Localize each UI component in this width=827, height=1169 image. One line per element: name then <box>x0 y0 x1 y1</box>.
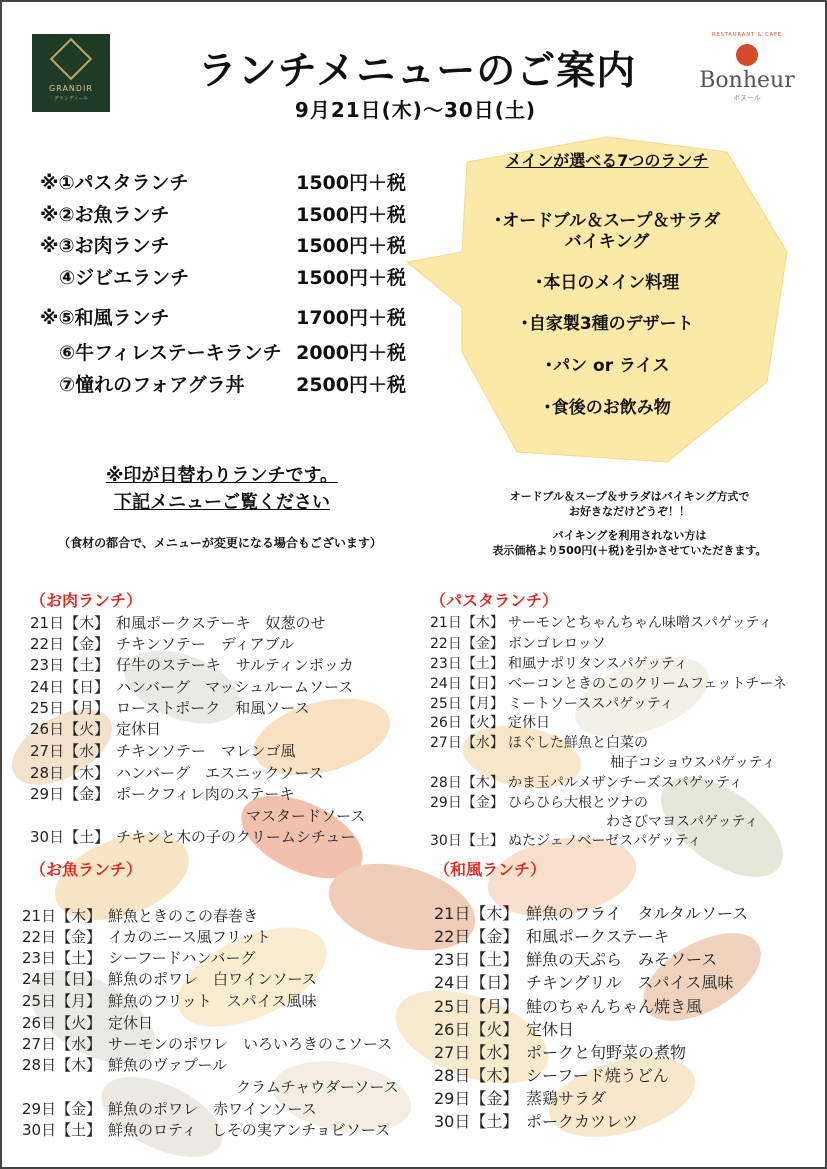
lunch-name: ※②お魚ランチ <box>40 204 170 226</box>
entry-menu: チキンソテー マレンゴ風 <box>116 742 296 760</box>
entry-date: 29日【金】 <box>434 1089 519 1108</box>
lunch-price: 1700円＋税 <box>296 307 406 329</box>
grandir-logo-mark-icon <box>50 38 92 80</box>
buffet-note-line: バイキングを利用されない方は <box>552 529 707 542</box>
entry-menu: ボンゴレロッソ <box>508 636 606 652</box>
menu-entry <box>22 1098 317 1119</box>
menu-entry-continuation <box>246 805 365 826</box>
entry-date: 21日【木】 <box>434 904 519 923</box>
entry-menu: ローストポーク 和風ソース <box>116 699 310 717</box>
menu-entry <box>30 826 355 847</box>
entry-date: 30日【土】 <box>22 1121 102 1139</box>
lunch-price: 1500円＋税 <box>296 235 406 257</box>
lunch-price: 2500円＋税 <box>296 374 406 396</box>
entry-menu: ひらひら大根とツナの <box>508 795 648 811</box>
entry-menu: サーモンとちゃんちゃん味噌スパゲッティ <box>508 615 773 631</box>
entry-menu: 鮮魚の天ぷら みそソース <box>526 950 718 969</box>
entry-menu: 鮮魚のポワレ 赤ワインソース <box>108 1100 317 1118</box>
menu-entry <box>430 633 606 653</box>
entry-date: 22日【金】 <box>434 927 519 946</box>
entry-date: 26日【火】 <box>22 1014 102 1032</box>
japanese-lunch-section <box>434 857 814 1137</box>
menu-entry <box>430 653 688 673</box>
entry-menu: ポークカツレツ <box>526 1112 639 1131</box>
entry-menu: チキンソテー ディアブル <box>116 635 295 653</box>
section-title: （パスタランチ） <box>430 591 559 610</box>
lunch-name: ※⑤和風ランチ <box>40 307 170 329</box>
entry-date: 30日【土】 <box>30 828 110 846</box>
entry-date: 30日【土】 <box>434 1112 519 1131</box>
menu-entry <box>30 740 295 761</box>
fish-lunch-section <box>22 857 422 1147</box>
menu-entry <box>22 1054 227 1075</box>
bonheur-logo-mark-icon <box>736 44 758 66</box>
entry-date: 25日【月】 <box>434 997 519 1016</box>
menu-entry <box>22 905 258 926</box>
entry-date: 29日【金】 <box>30 785 110 803</box>
menu-entry <box>30 783 295 804</box>
entry-menu: 鮭のちゃんちゃん焼き風 <box>526 997 703 1016</box>
included-item: バイキング <box>564 232 650 252</box>
buffet-note-line: オードブル＆スープ＆サラダはバイキング方式で <box>509 490 750 503</box>
menu-entry <box>430 693 674 713</box>
entry-date: 30日【土】 <box>430 833 504 849</box>
menu-entry <box>434 1086 606 1109</box>
entry-menu: かま玉パルメザンチーズスパゲッティ <box>508 775 743 791</box>
entry-menu: ぬたジェノベーゼスパゲッティ <box>508 833 702 849</box>
date-range: 9月21日(木)～30日(土) <box>294 98 537 122</box>
grandir-logo-subtext: グランディール <box>53 96 89 102</box>
menu-entry <box>30 612 326 633</box>
entry-menu: 柚子コショウスパゲッティ <box>610 755 776 771</box>
menu-entry <box>434 947 717 970</box>
pasta-lunch-section <box>430 588 825 848</box>
menu-entry <box>434 1040 686 1063</box>
buffet-note-line: 表示価格より500円(＋税)を引かさせていただきます。 <box>492 544 767 557</box>
entry-date: 27日【水】 <box>430 735 504 751</box>
included-item: ･本日のメイン料理 <box>534 273 680 293</box>
entry-menu: 定休日 <box>526 1020 575 1039</box>
entry-date: 26日【火】 <box>430 715 504 731</box>
menu-entry <box>430 712 550 732</box>
entry-date: 29日【金】 <box>430 795 504 811</box>
menu-entry <box>430 673 787 693</box>
entry-date: 23日【土】 <box>30 656 110 674</box>
included-items-panel <box>462 148 752 418</box>
entry-date: 25日【月】 <box>30 699 110 717</box>
entry-date: 24日【日】 <box>434 973 519 992</box>
lunch-price: 1500円＋税 <box>296 204 406 226</box>
menu-entry <box>22 968 317 989</box>
entry-date: 28日【木】 <box>434 1066 519 1085</box>
menu-entry <box>22 926 271 947</box>
price-row <box>40 370 420 398</box>
speech-bubble-shape <box>397 132 797 472</box>
entry-date: 26日【火】 <box>30 720 110 738</box>
entry-menu: ハンバーグ エスニックソース <box>116 764 324 782</box>
entry-menu: 鮮魚のロティ しその実アンチョビソース <box>108 1121 391 1139</box>
included-items-title: メインが選べる7つのランチ <box>505 151 709 170</box>
entry-date: 24日【日】 <box>22 970 102 988</box>
entry-menu: 鮮魚のフライ タルタルソース <box>526 904 749 923</box>
bonheur-logo <box>682 32 812 112</box>
entry-date: 23日【土】 <box>22 949 102 967</box>
entry-menu: 定休日 <box>108 1014 154 1032</box>
bonheur-logo-name: Bonheur <box>699 68 795 93</box>
page-title: ランチメニューのご案内 <box>197 49 637 94</box>
menu-entry <box>430 830 701 850</box>
buffet-note-line: お好きなだけどうぞ！！ <box>569 505 690 518</box>
daily-lunch-notice <box>62 462 382 516</box>
price-row <box>40 338 420 366</box>
entry-menu: マスタードソース <box>246 807 366 825</box>
section-title: （お肉ランチ） <box>30 591 143 610</box>
lunch-name: ※①パスタランチ <box>40 172 189 194</box>
entry-menu: ベーコンときのこのクリームフェットチーネ <box>508 676 787 692</box>
entry-menu: 鮮魚のフリット スパイス風味 <box>108 992 317 1010</box>
entry-date: 28日【木】 <box>22 1056 102 1074</box>
menu-entry <box>430 792 648 812</box>
entry-date: 29日【金】 <box>22 1100 102 1118</box>
entry-menu: イカのニース風フリット <box>108 928 271 946</box>
entry-menu: サーモンのポワレ いろいろきのこソース <box>108 1035 393 1053</box>
buffet-note <box>457 489 802 519</box>
entry-menu: 蒸鶏サラダ <box>526 1089 606 1108</box>
entry-menu: チキングリル スパイス風味 <box>526 973 734 992</box>
entry-date: 25日【月】 <box>22 992 102 1010</box>
meat-lunch-section <box>30 588 420 848</box>
menu-entry <box>30 697 310 718</box>
menu-change-disclaimer: （食材の都合で、メニューが変更になる場合もございます） <box>58 536 382 550</box>
section-title: （和風ランチ） <box>434 860 547 879</box>
menu-entry-continuation <box>610 752 776 772</box>
lunch-name: ※③お肉ランチ <box>40 235 170 257</box>
lunch-price: 1500円＋税 <box>296 172 406 194</box>
menu-entry <box>434 901 748 924</box>
lunch-price: 2000円＋税 <box>296 342 406 364</box>
menu-entry <box>22 947 255 968</box>
entry-menu: 和風ナポリタンスパゲッティ <box>508 656 688 672</box>
entry-date: 27日【水】 <box>22 1035 102 1053</box>
menu-entry <box>30 762 324 783</box>
menu-entry <box>30 654 354 675</box>
lunch-price: 1500円＋税 <box>296 267 406 289</box>
entry-date: 21日【木】 <box>430 615 504 631</box>
entry-date: 23日【土】 <box>434 950 519 969</box>
entry-date: 22日【金】 <box>430 636 504 652</box>
price-row <box>40 168 420 196</box>
notice-line: 下記メニューご覧ください <box>114 492 330 513</box>
menu-entry <box>434 1063 669 1086</box>
entry-menu: わさびマヨスパゲッティ <box>606 814 759 830</box>
menu-entry <box>434 1109 638 1132</box>
entry-menu: 仔牛のステーキ サルティンボッカ <box>116 656 354 674</box>
grandir-logo-text: GRANDIR <box>49 84 93 93</box>
menu-entry <box>430 772 743 792</box>
menu-entry <box>22 1012 153 1033</box>
entry-date: 25日【月】 <box>430 696 504 712</box>
menu-entry <box>22 1033 392 1054</box>
menu-entry <box>434 970 733 993</box>
entry-menu: ミートソーススパゲッティ <box>508 696 674 712</box>
price-row <box>40 263 420 291</box>
entry-date: 28日【木】 <box>430 775 504 791</box>
entry-date: 27日【水】 <box>30 742 110 760</box>
menu-entry <box>30 718 161 739</box>
entry-menu: シーフードハンバーグ <box>108 949 256 967</box>
price-row <box>40 303 420 331</box>
entry-date: 21日【木】 <box>22 907 102 925</box>
section-title: （お魚ランチ） <box>30 860 143 879</box>
entry-menu: ほぐした鮮魚と白菜の <box>508 735 648 751</box>
included-item: ･自家製3種のデザート <box>520 314 694 334</box>
menu-entry <box>30 676 353 697</box>
menu-entry <box>430 732 648 752</box>
menu-entry-continuation <box>236 1076 399 1097</box>
menu-entry <box>22 1119 390 1140</box>
menu-entry <box>434 1017 574 1040</box>
entry-date: 22日【金】 <box>30 635 110 653</box>
entry-menu: 定休日 <box>116 720 162 738</box>
menu-entry <box>434 924 670 947</box>
included-item: ･オードブル＆スープ＆サラダ <box>493 211 721 231</box>
entry-menu: ポークフィレ肉のステーキ <box>116 785 295 803</box>
entry-menu: 鮮魚ときのこの春巻き <box>108 907 259 925</box>
bonheur-logo-arc-text: RESTAURANT & CAFE <box>711 32 783 38</box>
entry-date: 22日【金】 <box>22 928 102 946</box>
lunch-name: ⑥牛フィレステーキランチ <box>40 342 282 364</box>
entry-menu: 鮮魚のヴァプール <box>108 1056 228 1074</box>
price-row <box>40 200 420 228</box>
menu-entry <box>22 990 317 1011</box>
entry-date: 26日【火】 <box>434 1020 519 1039</box>
entry-menu: シーフード焼うどん <box>526 1066 669 1085</box>
menu-entry <box>30 633 294 654</box>
menu-entry <box>430 612 772 632</box>
entry-menu: チキンと木の子のクリームシチュー <box>116 828 356 846</box>
entry-date: 24日【日】 <box>30 678 110 696</box>
entry-menu: クラムチャウダーソース <box>236 1078 399 1096</box>
included-item: ･食後のお飲み物 <box>543 398 671 418</box>
entry-date: 23日【土】 <box>430 656 504 672</box>
entry-date: 21日【木】 <box>30 614 110 632</box>
entry-date: 27日【水】 <box>434 1043 519 1062</box>
entry-menu: 定休日 <box>508 715 550 731</box>
entry-menu: ハンバーグ マッシュルームソース <box>116 678 354 696</box>
entry-menu: 鮮魚のポワレ 白ワインソース <box>108 970 317 988</box>
entry-menu: 和風ポークステーキ 奴葱のせ <box>116 614 326 632</box>
lunch-name: ⑦憧れのフォアグラ丼 <box>40 374 245 396</box>
notice-line: ※印が日替わりランチです。 <box>105 465 339 486</box>
bonheur-logo-subtext: ボヌール <box>733 94 761 102</box>
entry-menu: 和風ポークステーキ <box>526 927 670 946</box>
included-item: ･パン or ライス <box>544 356 670 376</box>
entry-menu: ポークと旬野菜の煮物 <box>526 1043 687 1062</box>
lunch-name: ④ジビエランチ <box>40 267 190 289</box>
entry-date: 28日【木】 <box>30 764 110 782</box>
buffet-discount-note <box>457 528 802 558</box>
menu-entry-continuation <box>606 811 758 831</box>
entry-date: 24日【日】 <box>430 676 504 692</box>
menu-entry <box>434 994 702 1017</box>
price-row <box>40 231 420 259</box>
